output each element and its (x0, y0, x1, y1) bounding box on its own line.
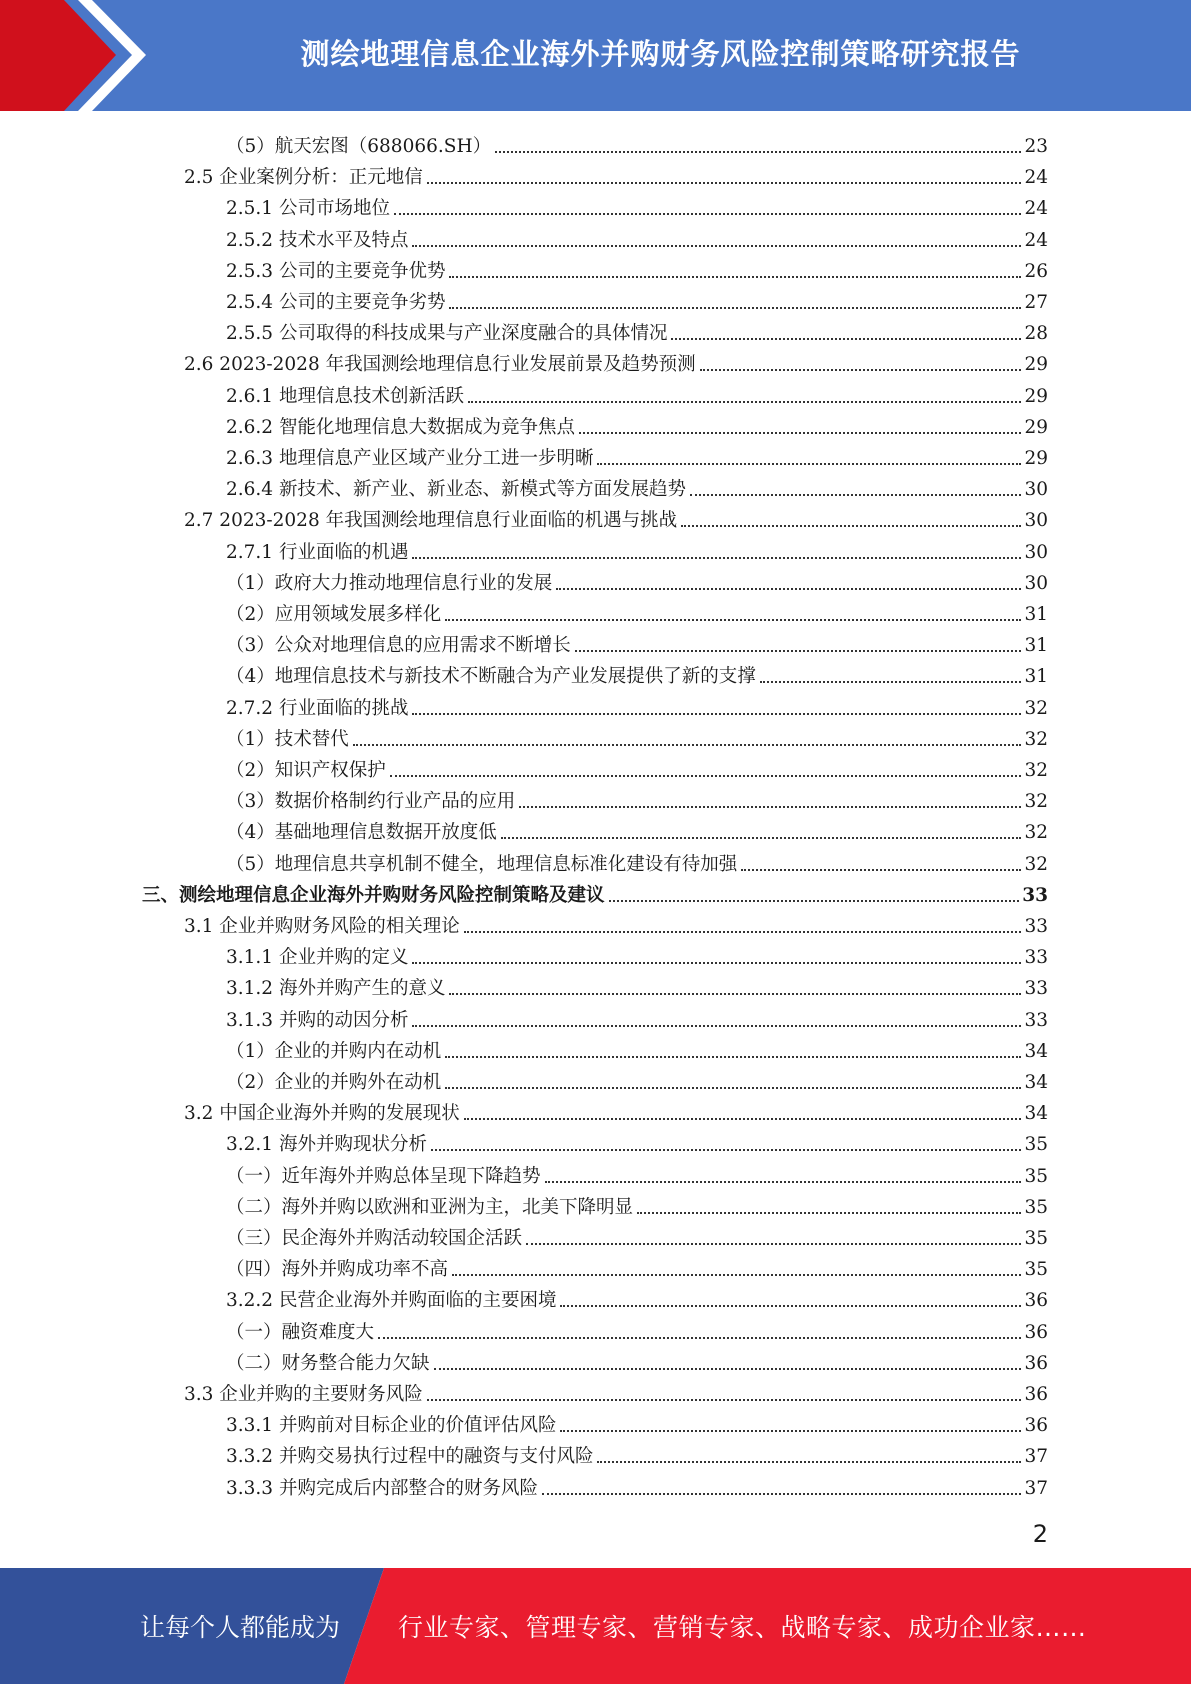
toc-entry[interactable] (226, 190, 1048, 221)
toc-entry[interactable] (226, 596, 1048, 627)
toc-leader-dots (637, 1212, 1021, 1214)
toc-entry-page: 29 (1024, 385, 1048, 407)
toc-entry-page: 32 (1024, 853, 1048, 875)
toc-leader-dots (390, 775, 1022, 777)
toc-leader-dots (741, 869, 1021, 871)
toc-entry-page: 37 (1024, 1477, 1048, 1499)
toc-entry-label: （1）技术替代 (226, 728, 349, 750)
toc-entry-label: 3.3.2 并购交易执行过程中的融资与支付风险 (226, 1446, 594, 1468)
toc-entry-label: （1）政府大力推动地理信息行业的发展 (226, 572, 553, 594)
toc-entry[interactable] (226, 627, 1048, 658)
toc-entry-page: 33 (1024, 978, 1048, 1000)
toc-leader-dots (464, 931, 1022, 933)
toc-entry-page: 33 (1024, 947, 1048, 969)
toc-entry-page: 28 (1024, 323, 1048, 345)
toc-leader-dots (671, 338, 1021, 340)
toc-entry-page: 32 (1024, 822, 1048, 844)
toc-entry-label: 2.6.4 新技术、新产业、新业态、新模式等方面发展趋势 (226, 479, 686, 501)
footer-slogan-right: 行业专家、管理专家、营销专家、战略专家、成功企业家…… (398, 1613, 1087, 1642)
toc-entry-page: 33 (1024, 916, 1048, 937)
toc-entry-label: （5）地理信息共享机制不健全，地理信息标准化建设有待加强 (226, 853, 738, 875)
toc-entry-page: 32 (1024, 791, 1048, 813)
toc-entry-label: 2.5.4 公司的主要竞争劣势 (226, 292, 446, 313)
toc-entry-label: （一）融资难度大 (226, 1321, 375, 1343)
toc-entry-page: 33 (1024, 1009, 1048, 1031)
toc-entry-label: 2.6 2023-2028 年我国测绘地理信息行业发展前景及趋势预测 (184, 354, 696, 376)
toc-leader-dots (427, 182, 1022, 184)
toc-entry-label: 3.1 企业并购财务风险的相关理论 (184, 916, 460, 937)
toc-entry[interactable] (184, 908, 1048, 939)
toc-leader-dots (412, 245, 1021, 247)
toc-leader-dots (579, 432, 1021, 434)
toc-leader-dots (526, 1243, 1021, 1245)
toc-entry[interactable] (226, 253, 1048, 284)
toc-leader-dots (431, 1149, 1021, 1151)
toc-leader-dots (464, 1118, 1022, 1120)
toc-entry-label: 3.2.1 海外并购现状分析 (226, 1134, 427, 1156)
toc-entry-label: 2.7.1 行业面临的机遇 (226, 541, 409, 563)
toc-entry-label: 2.5.2 技术水平及特点 (226, 229, 409, 251)
toc-entry[interactable] (184, 346, 1048, 377)
toc-leader-dots (445, 1087, 1021, 1089)
toc-entry[interactable] (226, 1345, 1048, 1376)
toc-entry[interactable] (226, 846, 1048, 877)
toc-entry-label: （5）航天宏图（688066.SH） (226, 136, 492, 157)
toc-entry-page: 34 (1024, 1103, 1048, 1125)
toc-entry-page: 34 (1024, 1040, 1048, 1062)
header-chevron-icon (0, 0, 160, 111)
toc-entry[interactable] (226, 1064, 1048, 1095)
toc-leader-dots (501, 837, 1022, 839)
toc-entry[interactable] (226, 1407, 1048, 1438)
toc-entry-page: 37 (1024, 1446, 1048, 1468)
toc-entry-page: 29 (1024, 354, 1048, 376)
toc-entry[interactable] (226, 783, 1048, 814)
toc-entry-page: 31 (1024, 666, 1048, 688)
toc-entry[interactable] (226, 1251, 1048, 1282)
toc-entry-label: 2.7 2023-2028 年我国测绘地理信息行业面临的机遇与挑战 (184, 510, 678, 532)
toc-entry[interactable] (226, 1282, 1048, 1313)
toc-entry-label: 3.2.2 民营企业海外并购面临的主要困境 (226, 1290, 557, 1312)
toc-entry[interactable] (226, 690, 1048, 721)
toc-entry[interactable] (184, 1095, 1048, 1126)
toc-entry[interactable] (226, 409, 1048, 440)
toc-entry-label: 2.5 企业案例分析：正元地信 (184, 167, 423, 189)
toc-entry[interactable] (226, 1470, 1048, 1501)
toc-entry[interactable] (226, 1002, 1048, 1033)
toc-entry[interactable] (226, 534, 1048, 565)
toc-entry-label: 2.7.2 行业面临的挑战 (226, 697, 409, 719)
toc-entry[interactable] (226, 222, 1048, 253)
toc-leader-dots (681, 525, 1021, 527)
toc-leader-dots (452, 1274, 1021, 1276)
toc-entry[interactable] (226, 1189, 1048, 1220)
toc-leader-dots (434, 1368, 1022, 1370)
toc-entry[interactable] (184, 159, 1048, 190)
toc-leader-dots (575, 650, 1022, 652)
toc-entry-label: （一）近年海外并购总体呈现下降趋势 (226, 1165, 541, 1187)
toc-leader-dots (412, 962, 1021, 964)
toc-entry[interactable] (226, 814, 1048, 845)
toc-entry-label: 三、测绘地理信息企业海外并购财务风险控制策略及建议 (142, 884, 605, 906)
toc-entry-page: 35 (1024, 1228, 1048, 1249)
toc-leader-dots (556, 588, 1021, 590)
toc-entry-label: 3.1.1 企业并购的定义 (226, 947, 409, 969)
toc-leader-dots (542, 1493, 1021, 1495)
toc-leader-dots (495, 151, 1021, 153)
page-header (0, 0, 1191, 111)
toc-leader-dots (449, 993, 1021, 995)
toc-entry-label: （二）海外并购以欧洲和亚洲为主，北美下降明显 (226, 1196, 634, 1218)
toc-entry-label: （2）企业的并购外在动机 (226, 1072, 442, 1093)
toc-leader-dots (468, 401, 1021, 403)
toc-entry-page: 31 (1024, 635, 1048, 657)
report-title: 测绘地理信息企业海外并购财务风险控制策略研究报告 (300, 36, 1021, 71)
toc-leader-dots (700, 369, 1022, 371)
toc-leader-dots (519, 806, 1021, 808)
toc-entry-page: 33 (1022, 884, 1048, 906)
toc-entry[interactable] (226, 939, 1048, 970)
toc-leader-dots (412, 557, 1021, 559)
toc-entry-label: （2）知识产权保护 (226, 760, 386, 781)
toc-leader-dots (597, 463, 1021, 465)
toc-entry-label: 2.6.1 地理信息技术创新活跃 (226, 385, 464, 407)
toc-entry-page: 36 (1024, 1384, 1048, 1405)
toc-leader-dots (412, 1025, 1021, 1027)
toc-entry[interactable] (226, 284, 1048, 315)
toc-entry[interactable] (184, 502, 1048, 533)
toc-entry[interactable] (226, 1158, 1048, 1189)
toc-entry-label: 3.2 中国企业海外并购的发展现状 (184, 1103, 460, 1125)
toc-entry[interactable] (226, 1126, 1048, 1157)
toc-entry[interactable] (226, 440, 1048, 471)
toc-entry-page: 32 (1024, 728, 1048, 750)
toc-entry-page: 32 (1024, 697, 1048, 719)
toc-entry-page: 36 (1024, 1415, 1048, 1437)
toc-entry[interactable] (226, 1314, 1048, 1345)
toc-entry[interactable] (226, 565, 1048, 596)
toc-entry[interactable] (226, 970, 1048, 1001)
toc-leader-dots (560, 1305, 1021, 1307)
toc-entry-label: 3.3.3 并购完成后内部整合的财务风险 (226, 1477, 538, 1499)
toc-entry-label: （3）数据价格制约行业产品的应用 (226, 791, 516, 813)
toc-entry-label: 3.3.1 并购前对目标企业的价值评估风险 (226, 1415, 557, 1437)
toc-leader-dots (412, 713, 1021, 715)
toc-entry-page: 34 (1024, 1072, 1048, 1093)
toc-entry[interactable] (226, 315, 1048, 346)
toc-entry-page: 35 (1024, 1196, 1048, 1218)
toc-entry-label: （四）海外并购成功率不高 (226, 1259, 449, 1281)
toc-entry[interactable] (226, 1220, 1048, 1251)
toc-entry-page: 23 (1024, 136, 1048, 157)
toc-entry-label: 3.1.2 海外并购产生的意义 (226, 978, 446, 1000)
toc-entry[interactable] (226, 1438, 1048, 1469)
toc-entry[interactable] (226, 128, 1048, 159)
toc-entry-page: 35 (1024, 1134, 1048, 1156)
toc-entry-page: 36 (1024, 1352, 1048, 1374)
toc-entry-label: （3）公众对地理信息的应用需求不断增长 (226, 635, 571, 657)
toc-entry-page: 27 (1024, 292, 1048, 313)
toc-entry[interactable] (226, 721, 1048, 752)
toc-leader-dots (609, 900, 1020, 902)
toc-leader-dots (690, 494, 1021, 496)
toc-entry-label: 2.5.1 公司市场地位 (226, 198, 390, 220)
toc-entry-label: 2.5.5 公司取得的科技成果与产业深度融合的具体情况 (226, 323, 668, 345)
toc-entry-label: 3.3 企业并购的主要财务风险 (184, 1384, 423, 1405)
toc-entry[interactable] (226, 378, 1048, 409)
toc-entry[interactable] (226, 658, 1048, 689)
toc-entry-label: （4）地理信息技术与新技术不断融合为产业发展提供了新的支撑 (226, 666, 756, 688)
page-footer (0, 1568, 1191, 1684)
toc-leader-dots (545, 1181, 1022, 1183)
toc-entry-page: 31 (1024, 604, 1048, 625)
toc-entry-page: 35 (1024, 1259, 1048, 1281)
toc-leader-dots (449, 276, 1021, 278)
toc-leader-dots (560, 1430, 1021, 1432)
toc-entry-page: 36 (1024, 1290, 1048, 1312)
toc-entry[interactable] (184, 1376, 1048, 1407)
toc-entry-label: （二）财务整合能力欠缺 (226, 1352, 430, 1374)
toc-leader-dots (378, 1337, 1021, 1339)
toc-leader-dots (353, 744, 1022, 746)
toc-entry-page: 30 (1024, 572, 1048, 594)
toc-entry-label: 2.6.3 地理信息产业区域产业分工进一步明晰 (226, 448, 594, 469)
toc-entry-label: （1）企业的并购内在动机 (226, 1040, 442, 1062)
toc-entry-page: 32 (1024, 760, 1048, 781)
toc-entry-label: （4）基础地理信息数据开放度低 (226, 822, 497, 844)
toc-entry-page: 30 (1024, 541, 1048, 563)
toc-leader-dots (445, 619, 1021, 621)
toc-entry[interactable] (226, 752, 1048, 783)
toc-entry-page: 24 (1024, 229, 1048, 251)
toc-leader-dots (760, 681, 1022, 683)
toc-entry-label: （三）民企海外并购活动较国企活跃 (226, 1228, 523, 1249)
toc-leader-dots (445, 1056, 1021, 1058)
toc-entry-page: 35 (1024, 1165, 1048, 1187)
toc-entry-page: 24 (1024, 198, 1048, 220)
toc-entry-page: 30 (1024, 510, 1048, 532)
toc-entry[interactable] (226, 1033, 1048, 1064)
toc-entry-page: 29 (1024, 448, 1048, 469)
toc-leader-dots (394, 213, 1021, 215)
toc-entry-page: 30 (1024, 479, 1048, 501)
toc-entry[interactable] (142, 877, 1048, 908)
toc-leader-dots (427, 1399, 1022, 1401)
page-number: 2 (1032, 1520, 1048, 1548)
toc-leader-dots (597, 1461, 1021, 1463)
toc-entry-page: 26 (1024, 260, 1048, 282)
toc-entry-page: 24 (1024, 167, 1048, 189)
toc-entry-label: 2.6.2 智能化地理信息大数据成为竞争焦点 (226, 416, 575, 438)
toc-entry-label: 3.1.3 并购的动因分析 (226, 1009, 409, 1031)
toc-entry[interactable] (226, 471, 1048, 502)
toc-entry-page: 36 (1024, 1321, 1048, 1343)
toc-entry-label: （2）应用领域发展多样化 (226, 604, 442, 625)
toc-entry-label: 2.5.3 公司的主要竞争优势 (226, 260, 446, 282)
footer-slogan-left: 让每个人都能成为 (140, 1613, 341, 1642)
toc-entry-page: 29 (1024, 416, 1048, 438)
toc-leader-dots (449, 307, 1021, 309)
